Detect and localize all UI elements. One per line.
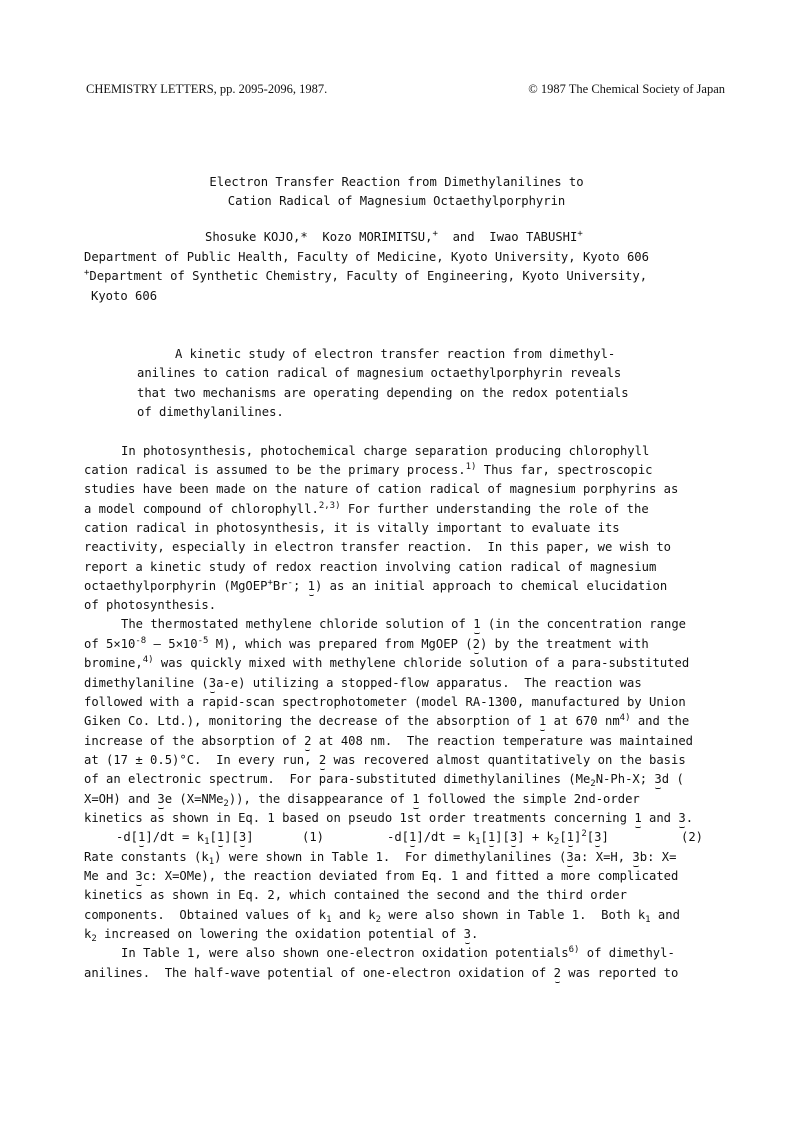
body-line: cation radical is assumed to be the primary process.$^{1)}$ Thus far, spectroscopic [84, 462, 653, 477]
body-line: kinetics as shown in Eq. 2, which contained the second and the third order [84, 888, 627, 902]
body-line: X=OH) and 3e (X=NMe$_2$)), the disappearance of 1 followed the simple 2nd-order [84, 792, 640, 809]
body-line: followed with a rapid-scan spectrophotometer (model RA-1300, manufactured by Union [84, 695, 686, 709]
body-line: of an electronic spectrum. For para-substituted dimethylanilines ($Me_2N-Ph-X$; 3d ( [84, 772, 684, 789]
body-line: In Table 1, were also shown one-electron oxidation potentials$^{6)}$ of dimethyl- [121, 945, 675, 960]
author-kojo: Shosuke KOJO,* [205, 230, 308, 244]
journal-citation: CHEMISTRY LETTERS, pp. 2095-2096, 1987. [86, 82, 328, 96]
equation-2-number: (2) [681, 830, 704, 844]
author-morimitsu: Kozo MORIMITSU, [322, 230, 433, 244]
body-line: kinetics as shown in Eq. 1 based on pseudo 1st order treatments concerning 1 and 3. [84, 811, 694, 825]
abstract-line: that two mechanisms are operating depending on the redox potentials [137, 386, 629, 400]
equation-2: $-d[1]/dt = k_1[1][3] + k_2[1]^2[3]$ [387, 829, 609, 847]
affiliation-mark: + [577, 229, 583, 239]
abstract-line: A kinetic study of electron transfer reaction from dimethyl- [175, 347, 616, 361]
body-line: In photosynthesis, photochemical charge separation producing chlorophyll [121, 444, 650, 458]
title-line-2: Cation Radical of Magnesium Octaethylporphyrin [227, 194, 566, 208]
affiliation-1: Department of Public Health, Faculty of Medicine, Kyoto University, Kyoto 606 [84, 250, 649, 264]
author-conjunction: and [452, 230, 475, 244]
body-line: reactivity, especially in electron transfer reaction. In this paper, we wish to [84, 540, 671, 554]
affiliation-3: Kyoto 606 [91, 289, 158, 303]
body-line: a model compound of chlorophyll.$^{2,3)}$ For further understanding the role of the [84, 501, 649, 516]
body-line: anilines. The half-wave potential of one-electron oxidation of 2 was reported to [84, 966, 679, 980]
body-line: increase of the absorption of 2 at 408 nm. The reaction temperature was maintained [84, 734, 694, 748]
body-line: of $5\times 10^{-8}$ — $5\times 10^{-5}$ M), which was prepared from MgOEP (2) by the treatment with [84, 636, 649, 651]
citation-ref: 6) [568, 945, 580, 955]
body-line: components. Obtained values of $k_1$ and $k_2$ were also shown in Table 1. Both $k_1$ and [84, 908, 680, 925]
compound-number: 1 [307, 579, 315, 593]
body-line: report a kinetic study of redox reaction involving cation radical of magnesium [84, 560, 657, 574]
body-line: Giken Co. Ltd.), monitoring the decrease of the absorption of 1 at 670 $nm^{4)}$ and the [84, 713, 690, 728]
body-line: bromine,$^{4)}$ was quickly mixed with methylene chloride solution of a para-substituted [84, 655, 690, 670]
citation-ref: 1) [465, 462, 477, 472]
affiliation-2: +Department of Synthetic Chemistry, Faculty of Engineering, Kyoto University, [84, 268, 648, 283]
affiliation-mark: + [432, 229, 438, 239]
equation-1: $-d[1]/dt = k_1[1][3]$ [116, 830, 254, 847]
body-line: $k_2$ increased on lowering the oxidation potential of 3. [84, 927, 479, 944]
title-line-1: Electron Transfer Reaction from Dimethylanilines to [209, 175, 584, 189]
body-line: at (17 ± 0.5)°C. In every run, 2 was recovered almost quantitatively on the basis [84, 753, 686, 767]
body-line: The thermostated methylene chloride solution of 1 (in the concentration range [121, 617, 686, 631]
body-line: Rate constants $(k_1)$ were shown in Table 1. For dimethylanilines (3a: X=H, 3b: X= [84, 850, 677, 867]
author-tabushi: Iwao TABUSHI [489, 230, 578, 244]
affiliation-mark: + [84, 268, 90, 278]
body-line: of photosynthesis. [84, 598, 217, 612]
citation-ref: 2,3) [318, 501, 341, 511]
body-line: dimethylaniline (3a-e) utilizing a stopped-flow apparatus. The reaction was [84, 676, 642, 690]
body-line: studies have been made on the nature of cation radical of magnesium porphyrins as [84, 482, 679, 496]
abstract-line: anilines to cation radical of magnesium octaethylporphyrin reveals [137, 366, 622, 380]
abstract-line: of dimethylanilines. [137, 405, 284, 419]
copyright-notice: © 1987 The Chemical Society of Japan [528, 82, 725, 96]
body-line: cation radical in photosynthesis, it is vitally important to evaluate its [84, 521, 620, 535]
citation-ref: 4) [142, 655, 154, 665]
equation-1-number: (1) [302, 830, 325, 844]
author-list [205, 230, 583, 244]
body-line: octaethylporphyrin (MgOEP+Br-; 1) as an initial approach to chemical elucidation [84, 578, 668, 593]
citation-ref: 4) [619, 713, 631, 723]
body-line: Me and 3c: X=OMe), the reaction deviated from Eq. 1 and fitted a more complicated [84, 869, 679, 883]
